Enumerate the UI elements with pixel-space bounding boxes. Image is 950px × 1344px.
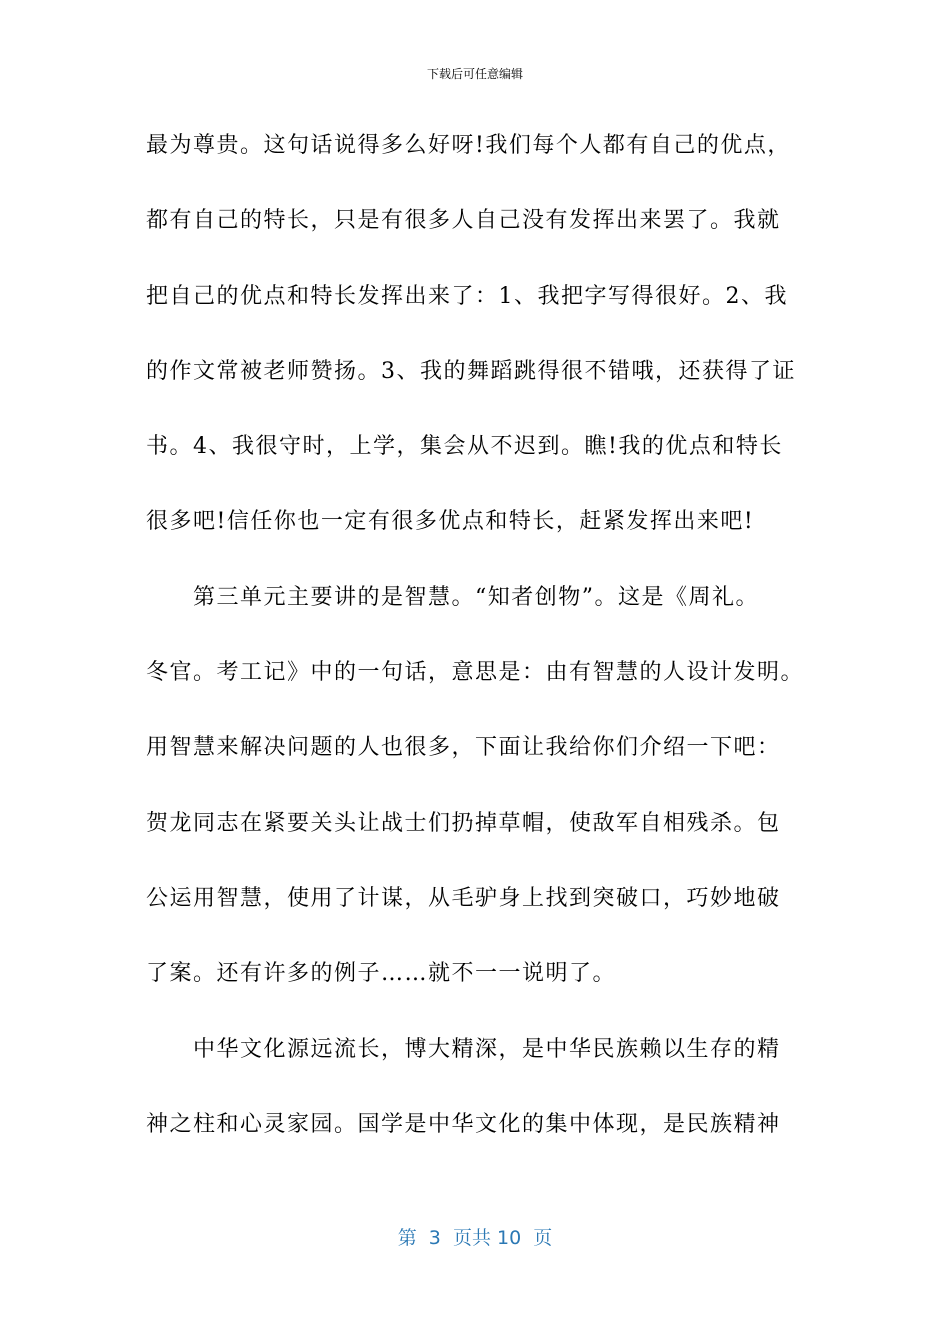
paragraph-start-line: 第三单元主要讲的是智慧。“知者创物”。这是《周礼。 [193, 584, 759, 610]
text-line: 把自己的优点和特长发挥出来了：1、我把字写得很好。2、我 [146, 283, 788, 309]
body-text [146, 120, 814, 1174]
text-line: 很多吧!信任你也一定有很多优点和特长，赶紧发挥出来吧! [146, 509, 755, 535]
text-line: 公运用智慧，使用了计谋，从毛驴身上找到突破口，巧妙地破 [146, 885, 781, 911]
text-line: 了案。还有许多的例子……就不一一说明了。 [146, 961, 617, 987]
text-line: 最为尊贵。这句话说得多么好呀!我们每个人都有自己的优点， [146, 133, 791, 158]
text-line: 用智慧来解决问题的人也很多，下面让我给你们介绍一下吧： [146, 735, 781, 761]
header-note: 下载后可任意编辑 [426, 67, 523, 81]
text-line: 的作文常被老师赞扬。3、我的舞蹈跳得很不错哦，还获得了证 [146, 358, 796, 384]
page-number-footer: 第 3 页共 10 页 [397, 1227, 553, 1249]
paragraph-start-line: 中华文化源远流长，博大精深，是中华民族赖以生存的精 [193, 1036, 781, 1062]
text-line: 神之柱和心灵家园。国学是中华文化的集中体现，是民族精神 [146, 1111, 781, 1137]
text-line: 贺龙同志在紧要关头让战士们扔掉草帽，使敌军自相残杀。包 [146, 810, 781, 836]
text-line: 都有自己的特长，只是有很多人自己没有发挥出来罢了。我就 [146, 208, 781, 234]
text-line: 冬官。考工记》中的一句话，意思是：由有智慧的人设计发明。 [146, 660, 805, 686]
text-line: 书。4、我很守时，上学，集会从不迟到。瞧!我的优点和特长 [146, 434, 783, 460]
